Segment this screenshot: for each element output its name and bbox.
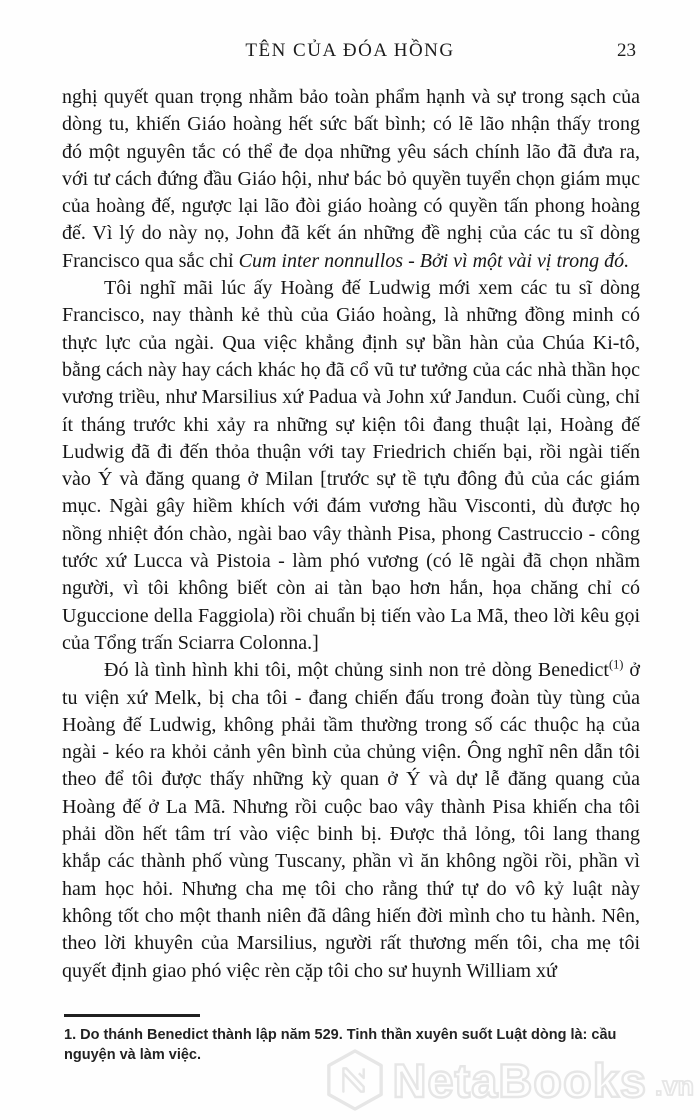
footnote-text: 1. Do thánh Benedict thành lập năm 529. Tinh thần xuyên suốt Luật dòng là: cầu nguyện và làm việc. xyxy=(64,1027,617,1063)
paragraph-text: ở tu viện xứ Melk, bị cha tôi - đang chiến đấu trong đoàn tùy tùng của Hoàng đế Ludwig, không phải tầm thường trong số các thuộc hạ của ngài - kéo ra khỏi cảnh yên bình của chủng viện. Ông nghĩ nên dẫn tôi theo để tôi được thấy những kỳ quan ở Ý và dự lễ đăng quang của Hoàng đế ở La Mã. Nhưng rồi cuộc bao vây thành Pisa khiến cha tôi phải dồn hết tâm trí vào việc binh bị. Được thả lỏng, tôi lang thang khắp các thành phố vùng Tuscany, phần vì ăn không ngồi rồi, phần vì ham học hỏi. Nhưng cha mẹ tôi cho rằng thứ tự do vô kỷ luật này không tốt cho một thanh niên đã dâng hiến đời mình cho tu hành. Nên, theo lời khuyên của Marsilius, người rất thương mến tôi, cha mẹ tôi quyết định giao phó việc rèn cặp tôi cho sư huynh William xứ xyxy=(62,659,641,982)
watermark-tld: .vn xyxy=(654,1071,694,1101)
page-number: 23 xyxy=(617,40,636,61)
paragraph-text: Tôi nghĩ mãi lúc ấy Hoàng đế Ludwig mới xem các tu sĩ dòng Francisco, nay thành kẻ thù của Giáo hoàng, là những đồng minh có thực lực của ngài. Qua việc khẳng định sự bần hàn của Chúa Ki-tô, bằng cách này hay cách khác họ đã cổ vũ tư tưởng của các nhà thần học vương triều, như Marsilius xứ Padua và John xứ Jandun. Cuối cùng, chỉ ít tháng trước khi xảy ra những sự kiện tôi đang thuật lại, Hoàng đế Ludwig đã đi đến thỏa thuận với tay Friedrich chiến bại, rồi ngài tiến vào Ý và đăng quang ở Milan [trước sự tề tựu đông đủ của các giám mục. Ngài gây hiềm khích với đám vương hầu Visconti, dù được họ nồng nhiệt đón chào, ngài bao vây thành Pisa, phong Castruccio - công tước xứ Lucca và Pistoia - làm phó vương (có lẽ ngài đã chọn nhầm người, vì tôi không biết còn ai tàn bạo hơn hắn, họa chăng chỉ có Uguccione della Faggiola) rồi chuẩn bị tiến vào La Mã, theo lời kêu gọi của Tổng trấn Sciarra Colonna.] xyxy=(62,277,640,654)
paragraph xyxy=(62,657,640,985)
body-text xyxy=(62,84,640,985)
paragraph-text-italic: Cum inter nonnullos - Bởi vì một vài vị trong đó. xyxy=(238,249,630,272)
page-header xyxy=(62,40,638,66)
footnote-separator-rule xyxy=(64,1014,200,1017)
watermark-brand: NetaBooks xyxy=(392,1053,647,1107)
paragraph xyxy=(62,84,640,275)
running-title: TÊN CỦA ĐÓA HỒNG xyxy=(245,40,455,61)
footnote-reference-marker: (1) xyxy=(608,657,624,672)
paragraph-text: Đó là tình hình khi tôi, một chủng sinh non trẻ dòng Benedict xyxy=(104,659,609,682)
netabooks-hexagon-n-logo xyxy=(324,1048,386,1112)
paragraph xyxy=(62,275,640,657)
paragraph-text: nghị quyết quan trọng nhằm bảo toàn phẩm hạnh và sự trong sạch của dòng tu, khiến Giáo hoàng hết sức bất bình; có lẽ lão nhận thấy trong đó một nguyên tắc có thể đe dọa những yêu sách chính lão đã đưa ra, với tư cách đứng đầu Giáo hội, như bác bỏ quyền tuyển chọn giám mục của hoàng đế, ngược lại lão đòi giáo hoàng có quyền tấn phong hoàng đế. Vì lý do này nọ, John đã kết án những đề nghị của các tu sĩ dòng Francisco qua sắc chỉ xyxy=(62,86,640,272)
netabooks-watermark xyxy=(324,1048,694,1112)
